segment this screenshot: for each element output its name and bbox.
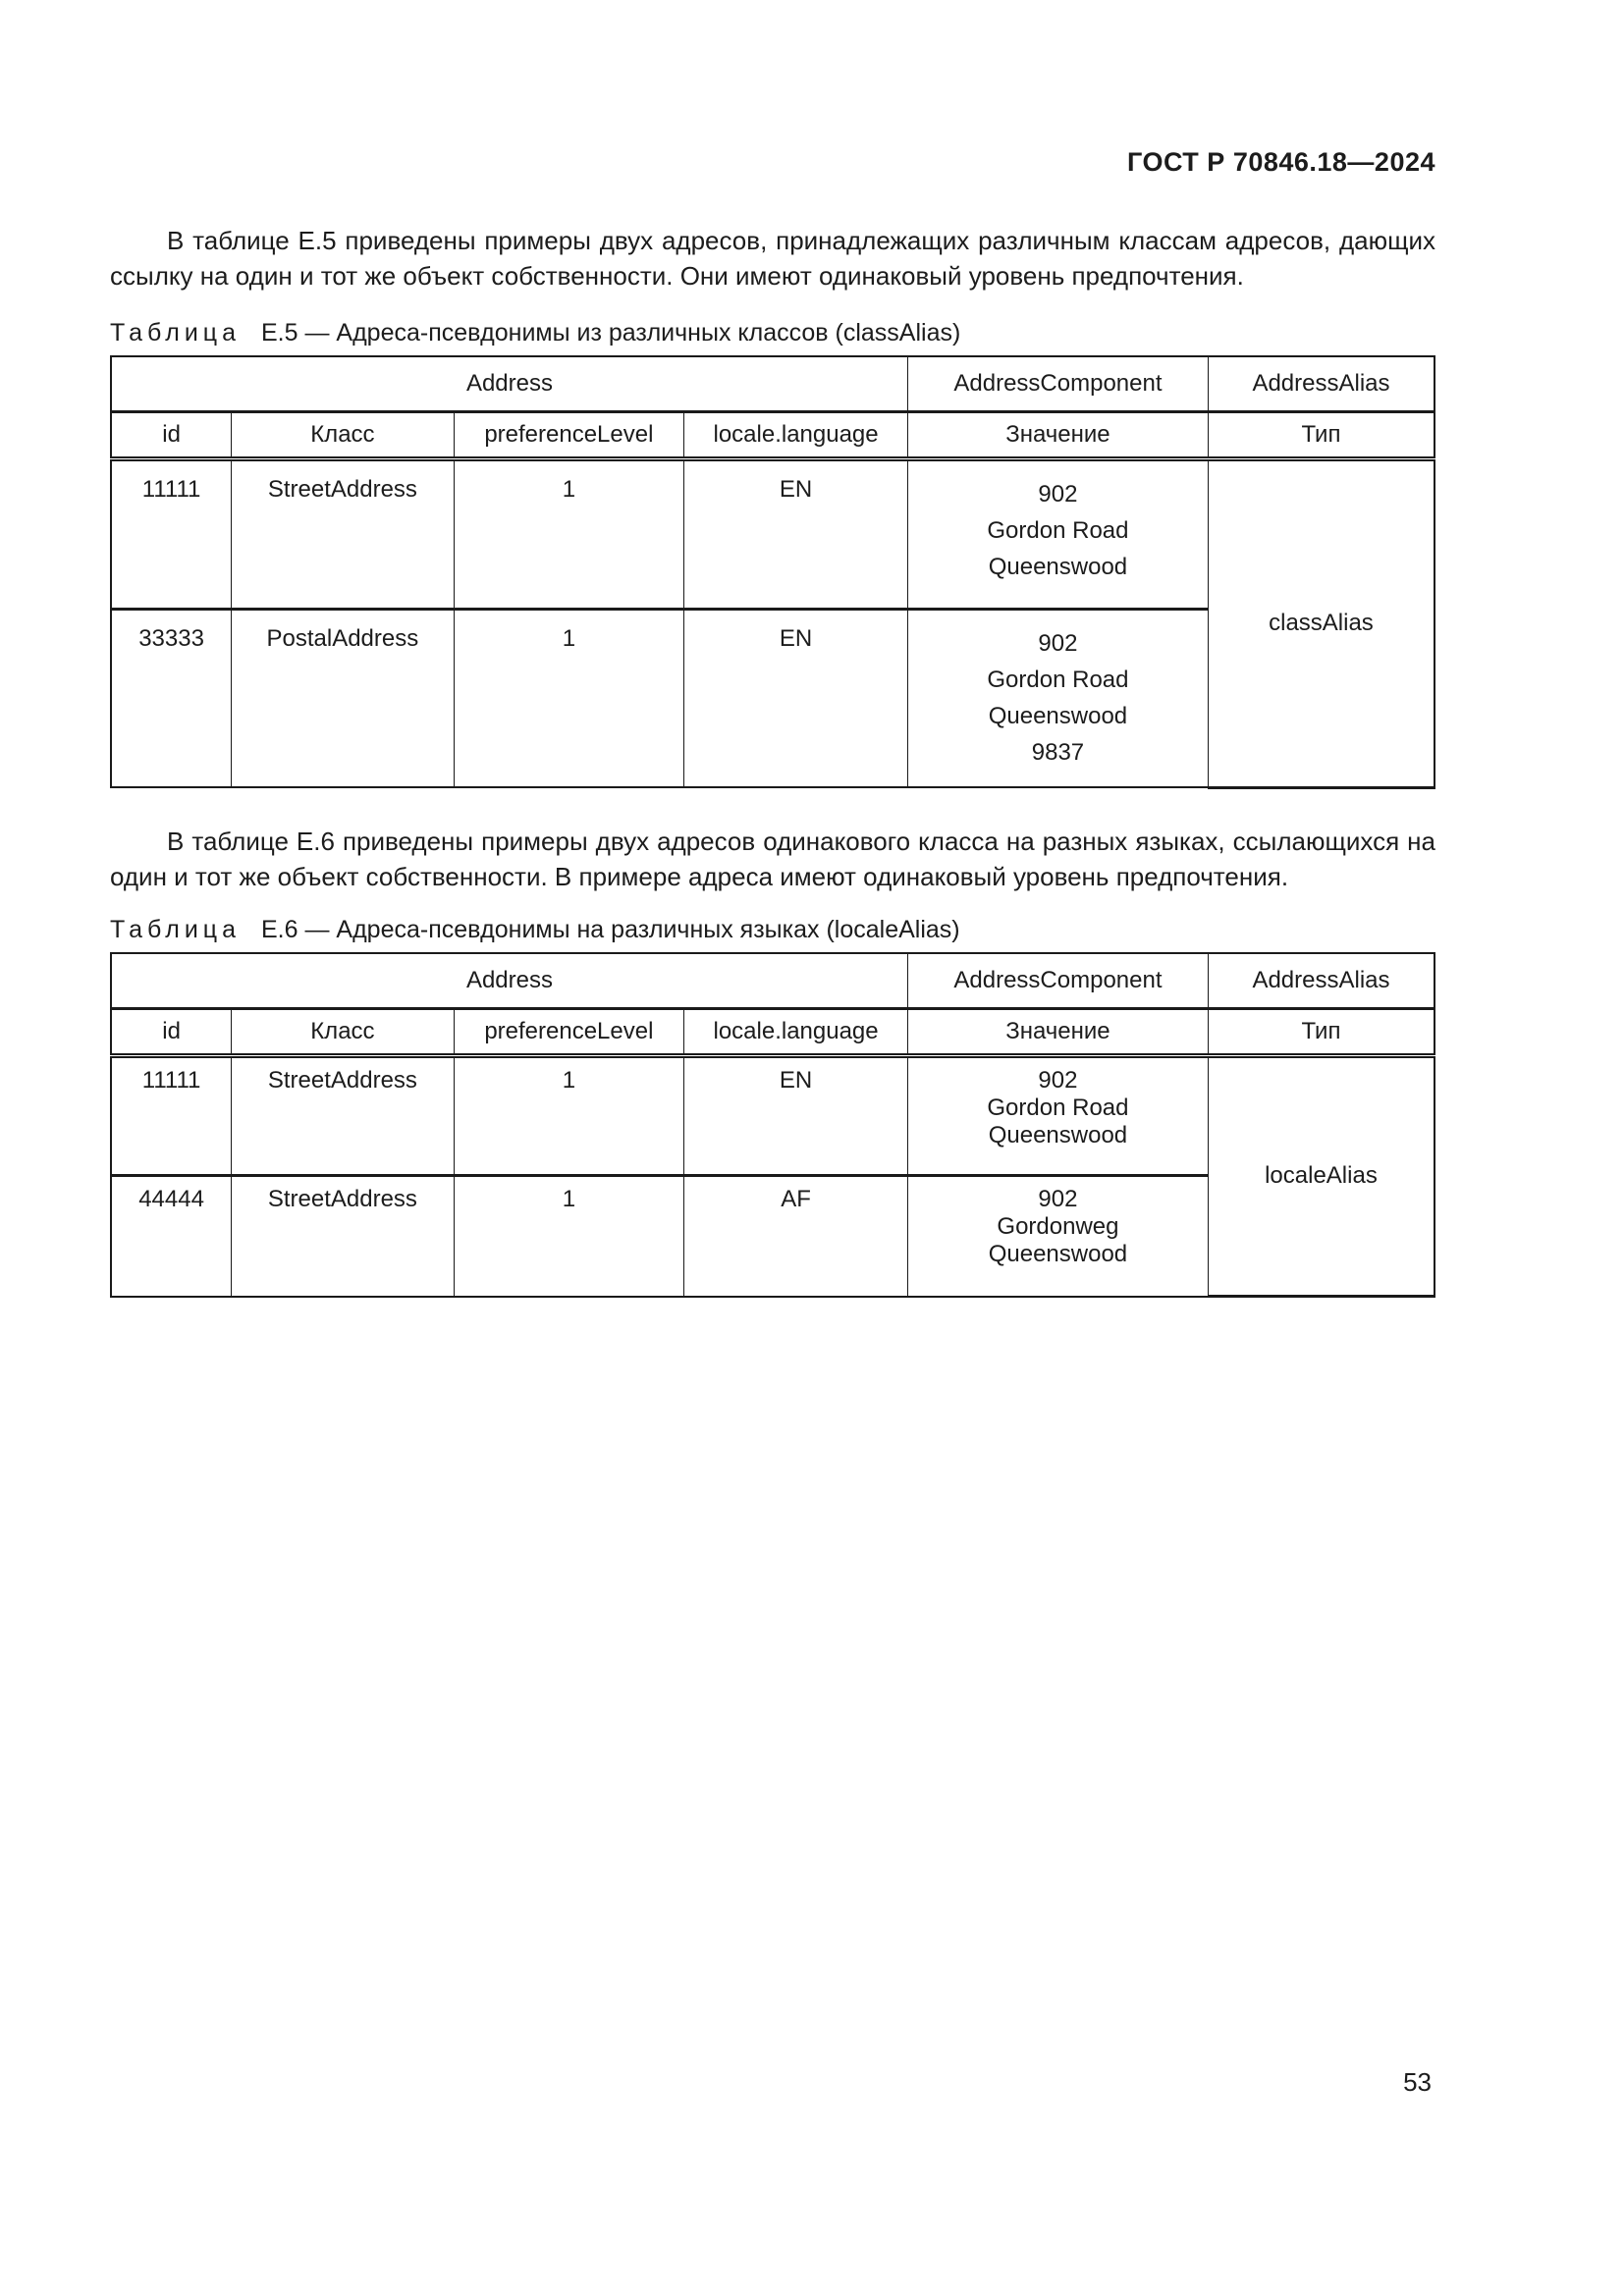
e6-column-header-class: Класс (232, 1008, 454, 1055)
e5-row2-locale-cell: EN (684, 610, 908, 788)
e5-row1-preference-cell: 1 (454, 459, 684, 610)
table-e6-caption-text: Е.6 — Адреса-псевдонимы на различных языках (localeAlias) (260, 915, 960, 943)
table-e5-column-header-row (111, 412, 1435, 459)
e6-row1-value-cell (907, 1055, 1208, 1175)
e5-group-header-address-alias: AddressAlias (1208, 356, 1435, 412)
table-e6-group-header-row (111, 953, 1435, 1009)
table-e5-group-header-row (111, 356, 1435, 412)
e5-column-header-locale-language: locale.language (684, 412, 908, 459)
value-line: 902 (1038, 630, 1078, 657)
e6-row1-id-cell: 11111 (111, 1055, 232, 1175)
table-e6 (110, 952, 1435, 1299)
e5-row1-value-cell (907, 459, 1208, 610)
e5-column-header-preference-level: preferenceLevel (454, 412, 684, 459)
value-line: 902 (1038, 1185, 1078, 1212)
paragraph-intro-e6: В таблице Е.6 приведены примеры двух адресов одинакового класса на разных языках, ссылающихся на один и тот же объект собственности. В примере адреса имеют одинаковый уровень предпочтения. (110, 826, 1435, 891)
e6-row2-locale-cell: AF (684, 1175, 908, 1297)
value-line: Gordonweg (997, 1212, 1119, 1240)
value-line: 902 (1038, 1066, 1078, 1094)
value-line: Gordon Road (987, 1094, 1129, 1121)
table-e5 (110, 355, 1435, 789)
e5-row2-class-cell: PostalAddress (232, 610, 454, 788)
value-line: Gordon Road (987, 517, 1129, 544)
e5-group-header-address-component: AddressComponent (907, 356, 1208, 412)
value-line: Queenswood (988, 1240, 1128, 1267)
e5-row2-preference-cell: 1 (454, 610, 684, 788)
paragraph-intro-e5: В таблице Е.5 приведены примеры двух адресов, принадлежащих различным классам адресов, дающих ссылку на один и тот же объект собственности. Они имеют одинаковый уровень предпочтения. (110, 226, 1435, 291)
value-line: 9837 (1031, 739, 1085, 766)
e6-group-header-address-component: AddressComponent (907, 953, 1208, 1009)
e5-row1-locale-cell: EN (684, 459, 908, 610)
table-e6-caption-word: Таблица (110, 915, 242, 943)
e6-row1-class-cell: StreetAddress (232, 1055, 454, 1175)
table-e5-caption (110, 319, 1435, 347)
e5-alias-type-cell: classAlias (1208, 459, 1435, 788)
e6-row1-locale-cell: EN (684, 1055, 908, 1175)
table-e5-caption-text: Е.5 — Адреса-псевдонимы из различных классов (classAlias) (260, 319, 961, 347)
e5-column-header-value: Значение (907, 412, 1208, 459)
e6-row2-id-cell: 44444 (111, 1175, 232, 1297)
e5-row2-id-cell: 33333 (111, 610, 232, 788)
e5-row1-id-cell: 11111 (111, 459, 232, 610)
table-row (111, 1055, 1435, 1175)
table-e6-caption (110, 916, 1435, 944)
e6-row1-preference-cell: 1 (454, 1055, 684, 1175)
value-line: Gordon Road (987, 667, 1129, 693)
page-content (110, 147, 1435, 1298)
e5-group-header-address: Address (111, 356, 907, 412)
value-line: Queenswood (988, 1121, 1128, 1148)
e5-column-header-class: Класс (232, 412, 454, 459)
value-line: Queenswood (988, 703, 1128, 729)
e5-row2-value-cell (907, 610, 1208, 788)
e5-column-header-type: Тип (1208, 412, 1435, 459)
table-e6-column-header-row (111, 1008, 1435, 1055)
e6-column-header-type: Тип (1208, 1008, 1435, 1055)
page-number: 53 (1403, 2067, 1432, 2097)
e6-column-header-preference-level: preferenceLevel (454, 1008, 684, 1055)
e6-group-header-address: Address (111, 953, 907, 1009)
e6-alias-type-cell: localeAlias (1208, 1055, 1435, 1297)
e6-group-header-address-alias: AddressAlias (1208, 953, 1435, 1009)
e6-column-header-value: Значение (907, 1008, 1208, 1055)
value-line: 902 (1038, 481, 1078, 507)
table-e5-caption-word: Таблица (110, 319, 242, 347)
table-row (111, 459, 1435, 610)
e5-column-header-id: id (111, 412, 232, 459)
value-line: Queenswood (988, 554, 1128, 580)
e6-row2-class-cell: StreetAddress (232, 1175, 454, 1297)
document-header: ГОСТ Р 70846.18—2024 (1127, 147, 1435, 177)
e6-row2-preference-cell: 1 (454, 1175, 684, 1297)
e6-row2-value-cell (907, 1175, 1208, 1297)
e5-row1-class-cell: StreetAddress (232, 459, 454, 610)
e6-column-header-locale-language: locale.language (684, 1008, 908, 1055)
e6-column-header-id: id (111, 1008, 232, 1055)
